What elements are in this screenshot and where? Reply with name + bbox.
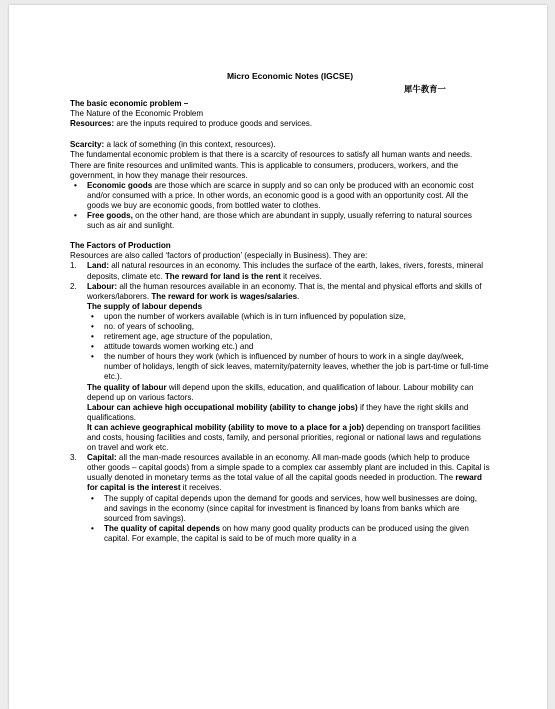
list-item: • Free goods, on the other hand, are those which are abundant in supply, usually referring to natural sources such as air and sunlight. [70, 211, 490, 231]
list-item: • The quality of capital depends on how many good quality products can be produced using the given capital. For example, the capital is said to be of much more quality in a [87, 524, 490, 544]
geographical-mobility: It can achieve geographical mobility (ability to move to a place for a job) depending on transport facilities and costs, housing facilities and costs, family, and personal priorities, regional or national laws and regulations on travel and work etc. [87, 422, 481, 453]
quality-labour: The quality of labour will depend upon the skills, education, and qualification of labour. Labour mobility can depend up on various factors. [87, 382, 474, 402]
factors-heading: The Factors of Production [70, 241, 171, 251]
list-item-land: 1. Land: all natural resources in an economy. This includes the surface of the earth, lakes, rivers, forests, mineral deposits, climate etc. The reward for land is the rent it receives. [70, 261, 484, 281]
list-item: • upon the number of workers available (which is in turn influenced by population size, [87, 312, 490, 322]
goods-list [70, 181, 490, 231]
scarcity-definition: Scarcity: a lack of something (in this context, resources). [70, 140, 276, 150]
basic-subheading: The Nature of the Economic Problem [70, 109, 204, 119]
list-item: • the number of hours they work (which is influenced by number of hours to work in a single day/week, number of holidays, length of sick leaves, maternity/paternity leaves, whether the job is part-time or full-time etc.). [87, 352, 490, 382]
list-item: • no. of years of schooling, [87, 322, 490, 332]
factors-intro: Resources are also called ‘factors of production’ (especially in Business). They are: [70, 251, 368, 261]
resources-definition: Resources: are the inputs required to produce goods and services. [70, 119, 313, 129]
list-item-labour: 2. Labour: all the human resources available in an economy. That is, the mental and physical efforts and skills of workers/laborers. The reward for work is wages/salaries. The supply of labour depends • upon the number of workers available (which is in turn influenced by population size, • no. of years of schooling, • retirement age, age structure of the population, • attitude towards women working etc.) and • the number of hours they work (which is influenced by number of hours to work in a single day/week, number of holidays, length of sick leaves, maternity/paternity leaves, whether the job is part-time or full-time etc.). The quality of labour will depend upon the skills, education, and qualification of labour. Labour mobility can depend up on various factors. Labour can achieve high occupational mobility (ability to change jobs) if they have the right skills and qualifications. It can achieve geographical mobility (ability to move to a place for a job) depending on transport facilities and costs, housing facilities and costs, family, and personal priorities, regional or national laws and regulations on travel and work etc. [70, 282, 490, 454]
document-body [70, 71, 490, 544]
scarcity-paragraph: The fundamental economic problem is that there is a scarcity of resources to satisfy all human wants and needs. There are finite resources and unlimited wants. This is applicable to consumers, producers, workers, and the government, in how they manage their resources. [70, 150, 473, 180]
supply-heading: The supply of labour depends [87, 301, 203, 311]
capital-list [87, 494, 490, 544]
list-item: • The supply of capital depends upon the demand for goods and services, how well businesses are doing, and savings in the economy (since capital for investment is financed by loans from banks which are sourced from savings). [87, 494, 490, 524]
occupational-mobility: Labour can achieve high occupational mobility (ability to change jobs) if they have the right skills and qualifications. [87, 402, 469, 422]
document-page [9, 5, 547, 709]
list-item: • retirement age, age structure of the population, [87, 332, 490, 342]
list-item-capital: 3. Capital: all the man-made resources available in an economy. All man-made goods (which help to produce other goods – capital goods) from a simple spade to a complex car assembly plant are included in this. Capital is usually denoted in monetary terms as the total value of all the capital goods needed in production. The reward for capital is the interest it receives. • The supply of capital depends upon the demand for goods and services, how well businesses are doing, and savings in the economy (since capital for investment is financed by loans from banks which are sourced from savings). • The quality of capital depends on how many good quality products can be produced using the given capital. For example, the capital is said to be of much more quality in a [70, 453, 490, 544]
factors-list [70, 261, 490, 544]
list-item: • Economic goods are those which are scarce in supply and so can only be produced with an economic cost and/or consumed with a price. In other words, an economic good is a good with an opportunity cost. All the goods we buy are economic goods, from bottled water to clothes. [70, 181, 490, 211]
list-item: • attitude towards women working etc.) and [87, 342, 490, 352]
chinese-tag: 犀牛教育一 [404, 84, 446, 94]
page-title: Micro Economic Notes (IGCSE) [226, 71, 354, 81]
supply-list [87, 312, 490, 383]
basic-heading: The basic economic problem – [70, 99, 189, 109]
